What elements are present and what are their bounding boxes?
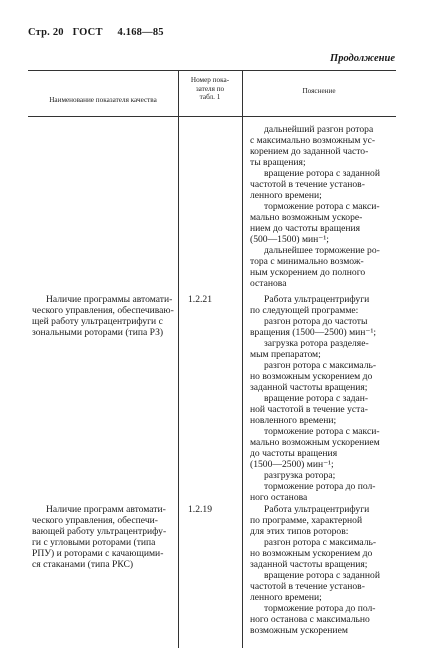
column-header-number-line: Номер пока- xyxy=(190,76,230,84)
explanation-line: ного останова xyxy=(250,492,308,503)
continuation-label: Продолжение xyxy=(330,53,395,64)
explanation-line: (500—1500) мин⁻¹; xyxy=(250,234,329,245)
column-header-name: Наименование показателя качества xyxy=(49,96,157,104)
column-divider-2 xyxy=(242,70,243,648)
row-3-name xyxy=(32,504,174,570)
name-line: щей работу ультрацентрифуги с xyxy=(32,316,163,327)
row-3-explanation xyxy=(250,504,392,636)
name-line: РПУ) и роторами с качающими- xyxy=(32,548,164,559)
explanation-line: возможным ускорением xyxy=(250,625,348,636)
column-header-number-line: зателя по xyxy=(195,84,225,93)
explanation-line: заданной частоты вращения; xyxy=(250,382,368,393)
explanation-line: загрузка ротора разделяе- xyxy=(264,338,369,349)
explanation-line: по следующей программе: xyxy=(250,305,359,316)
explanation-line: ленного времени; xyxy=(250,190,322,201)
explanation-line: торможение ротора с макси- xyxy=(264,426,380,437)
row-1-explanation xyxy=(250,124,392,289)
explanation-line: разгон ротора с максималь- xyxy=(264,537,377,548)
explanation-line: заданной частоты вращения; xyxy=(250,559,368,570)
page-header xyxy=(28,27,164,38)
explanation-line: (1500—2500) мин⁻¹; xyxy=(250,459,334,470)
explanation-line: дальнейший разгон ротора xyxy=(264,124,374,135)
explanation-line: вращение ротора с задан- xyxy=(264,393,369,404)
name-line: Наличие программы автомати- xyxy=(46,294,173,305)
explanation-line: разгрузка ротора; xyxy=(264,470,336,481)
column-divider-1 xyxy=(178,70,179,648)
explanation-line: разгон ротора с максималь- xyxy=(264,360,377,371)
explanation-line: ты вращения; xyxy=(250,157,306,168)
row-2-number: 1.2.21 xyxy=(188,294,212,305)
explanation-line: дальнейшее торможение ро- xyxy=(264,245,380,256)
explanation-line: вращение ротора с заданной xyxy=(264,570,380,581)
explanation-line: останова xyxy=(250,278,287,289)
explanation-line: тора с минимально возмож- xyxy=(250,256,364,267)
row-2-name xyxy=(32,294,174,338)
explanation-line: ного останова с максимально xyxy=(250,614,370,625)
explanation-line: нием до частоты вращения xyxy=(250,223,361,234)
explanation-line: с максимально возможным ус- xyxy=(250,135,376,146)
explanation-line: но возможным ускорением до xyxy=(250,371,373,382)
explanation-line: но возможным ускорением до xyxy=(250,548,373,559)
explanation-line: Работа ультрацентрифуги xyxy=(264,294,370,305)
name-line: ческого управления, обеспечиваю- xyxy=(32,305,174,316)
row-3-number: 1.2.19 xyxy=(188,504,212,515)
explanation-line: разгон ротора до частоты xyxy=(264,316,368,327)
explanation-line: мально возможным ускорением xyxy=(250,437,380,448)
explanation-line: ной частотой в течение уста- xyxy=(250,404,368,415)
explanation-line: вращение ротора с заданной xyxy=(264,168,380,179)
column-header-explanation: Пояснение xyxy=(302,87,336,95)
explanation-line: торможение ротора до пол- xyxy=(264,481,376,492)
explanation-line: частотой в течение установ- xyxy=(250,581,365,592)
explanation-line: по программе, характерной xyxy=(250,515,363,526)
explanation-line: частотой в течение установ- xyxy=(250,179,365,190)
explanation-line: для этих типов роторов: xyxy=(250,526,349,537)
column-header-number-line: табл. 1 xyxy=(199,93,221,102)
name-line: вающей работу ультрацентрифу- xyxy=(32,526,167,537)
column-header-number xyxy=(178,76,242,102)
row-2-explanation xyxy=(250,294,392,503)
name-line: ги с угловыми роторами (типа xyxy=(32,537,156,548)
explanation-line: ленного времени; xyxy=(250,592,322,603)
explanation-line: Работа ультрацентрифуги xyxy=(264,504,370,515)
name-line: ческого управления, обеспечи- xyxy=(32,515,158,526)
explanation-line: корением до заданной часто- xyxy=(250,146,369,157)
page-number: Стр. 20 xyxy=(28,27,64,38)
table-top-rule xyxy=(28,70,396,71)
explanation-line: новленного времени; xyxy=(250,415,337,426)
name-line: зональными роторами (типа РЗ) xyxy=(32,327,164,338)
name-line: Наличие программ автомати- xyxy=(46,504,166,515)
explanation-line: торможение ротора до пол- xyxy=(264,603,376,614)
standard-label: ГОСТ xyxy=(72,27,103,38)
standard-number: 4.168—85 xyxy=(117,27,164,38)
table-header-rule xyxy=(28,116,396,117)
explanation-line: мым препаратом; xyxy=(250,349,321,360)
explanation-line: торможение ротора с макси- xyxy=(264,201,380,212)
explanation-line: вращения (1500—2500) мин⁻¹; xyxy=(250,327,377,338)
explanation-line: до частоты вращения xyxy=(250,448,338,459)
explanation-line: ным ускорением до полного xyxy=(250,267,366,278)
explanation-line: мально возможным ускоре- xyxy=(250,212,363,223)
name-line: ся стаканами (типа РКС) xyxy=(32,559,134,570)
